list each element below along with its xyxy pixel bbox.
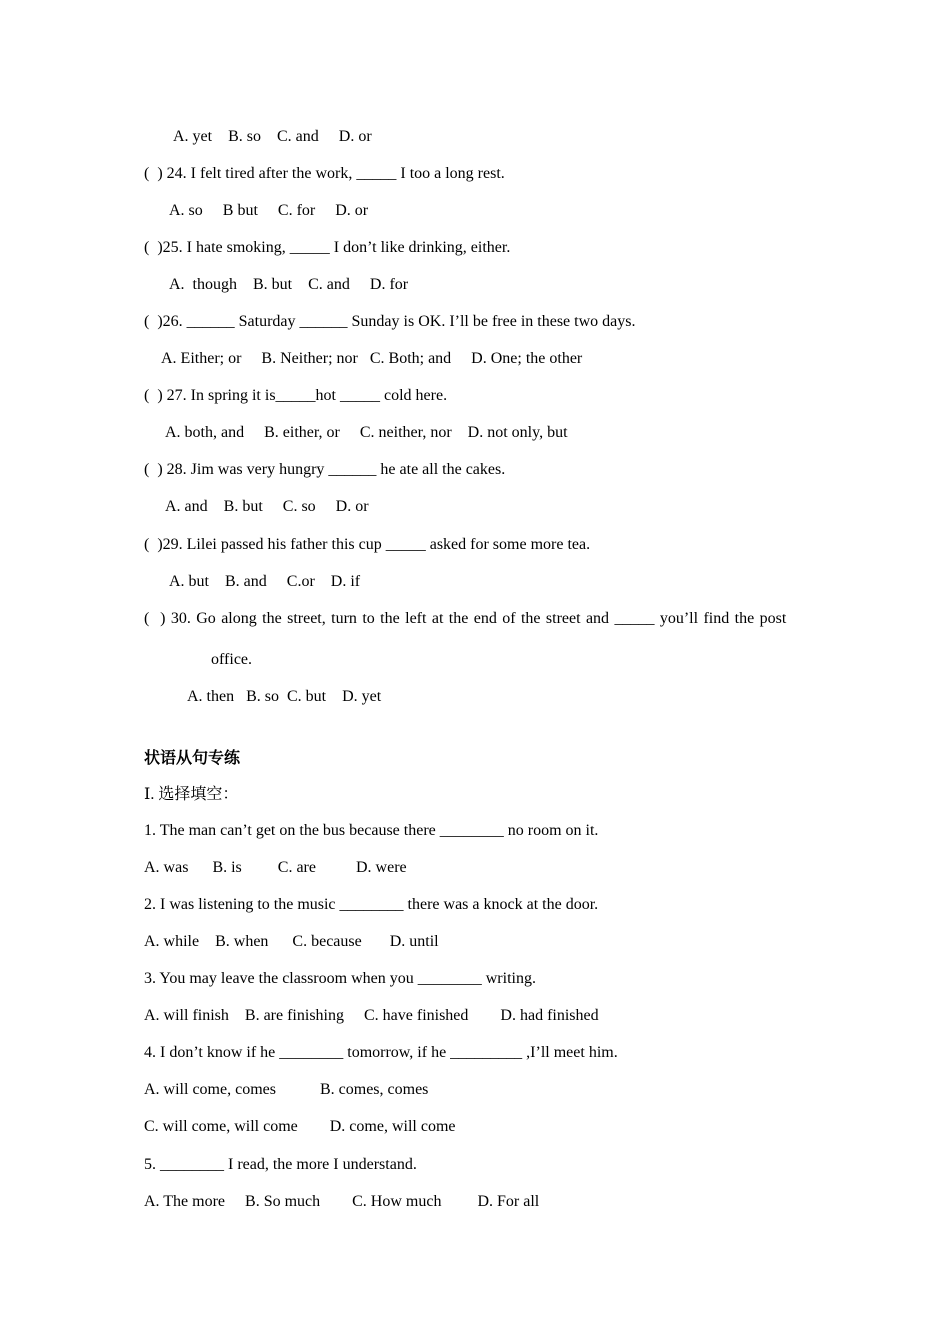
question-5: 5. ________ I read, the more I understand.: [144, 1156, 417, 1173]
section-title: 状语从句专练: [144, 750, 241, 767]
q2-options: A. while B. when C. because D. until: [144, 933, 439, 950]
q30-continuation: office.: [211, 651, 253, 668]
q27-options: A. both, and B. either, or C. neither, nor D. not only, but: [165, 424, 568, 441]
q3-options: A. will finish B. are finishing C. have finished D. had finished: [144, 1007, 599, 1024]
q26-options: A. Either; or B. Neither; nor C. Both; and D. One; the other: [161, 350, 583, 367]
q5-options: A. The more B. So much C. How much D. For all: [144, 1193, 540, 1210]
q1-options: A. was B. is C. are D. were: [144, 859, 407, 876]
q23-options: A. yet B. so C. and D. or: [173, 128, 372, 145]
q30-options: A. then B. so C. but D. yet: [187, 688, 382, 705]
question-25: ( )25. I hate smoking, _____ I don’t like drinking, either.: [144, 239, 511, 256]
question-4: 4. I don’t know if he ________ tomorrow, if he _________ ,I’ll meet him.: [144, 1044, 618, 1061]
question-24: ( ) 24. I felt tired after the work, _____ I too a long rest.: [144, 165, 505, 182]
question-29: ( )29. Lilei passed his father this cup _____ asked for some more tea.: [144, 536, 591, 553]
question-27: ( ) 27. In spring it is_____hot _____ cold here.: [144, 387, 448, 404]
question-2: 2. I was listening to the music ________ there was a knock at the door.: [144, 896, 599, 913]
q29-options: A. but B. and C.or D. if: [169, 573, 361, 590]
question-1: 1. The man can’t get on the bus because there ________ no room on it.: [144, 822, 599, 839]
q28-options: A. and B. but C. so D. or: [165, 498, 369, 515]
q4-options-ab: A. will come, comes B. comes, comes: [144, 1081, 429, 1098]
question-30: ( ) 30. Go along the street, turn to the left at the end of the street and _____ you’ll find the post: [144, 610, 787, 627]
q4-options-cd: C. will come, will come D. come, will come: [144, 1118, 456, 1135]
question-28: ( ) 28. Jim was very hungry ______ he ate all the cakes.: [144, 461, 506, 478]
section-instruction: Ⅰ. 选择填空：: [144, 786, 239, 803]
question-3: 3. You may leave the classroom when you ________ writing.: [144, 970, 536, 987]
question-26: ( )26. ______ Saturday ______ Sunday is OK. I’ll be free in these two days.: [144, 313, 636, 330]
q25-options: A. though B. but C. and D. for: [169, 276, 409, 293]
q24-options: A. so B but C. for D. or: [169, 202, 369, 219]
